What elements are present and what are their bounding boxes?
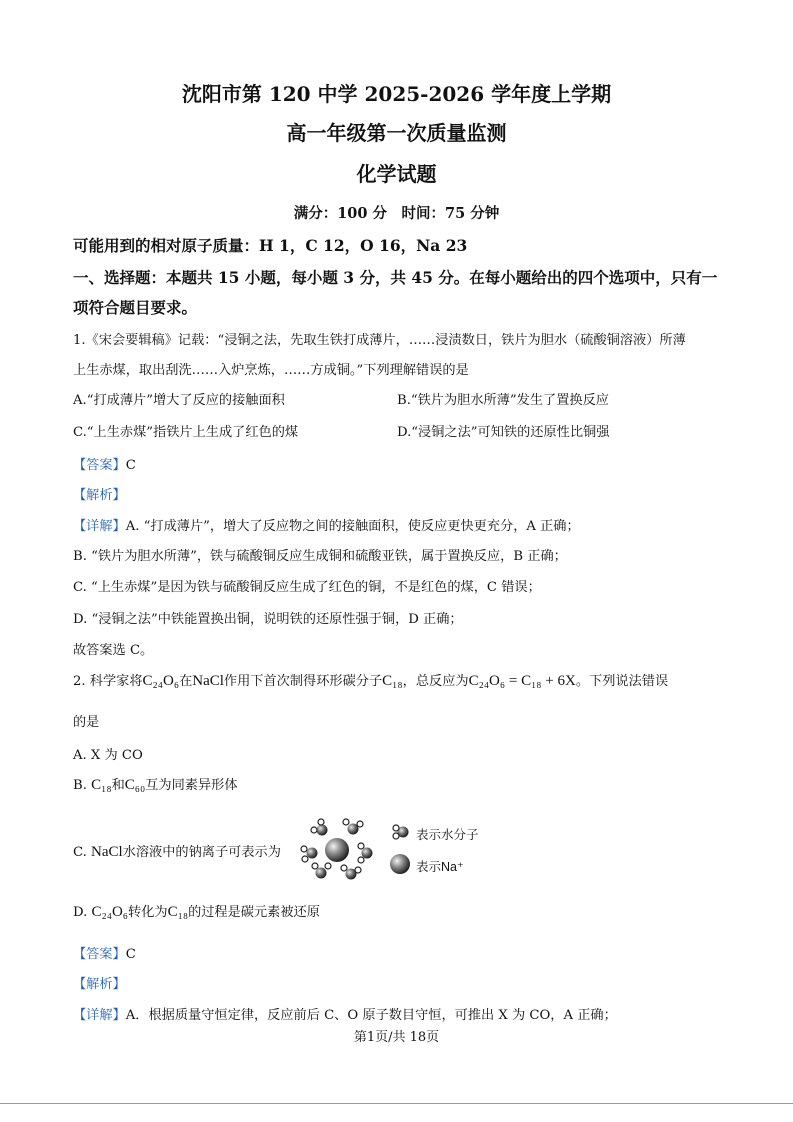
q1-option-a: A.“打成薄片”增大了反应的接触面积 (73, 393, 285, 408)
formula-c18-d: C₁₈ (167, 904, 189, 920)
q2-option-d-suffix: 的过程是碳元素被还原 (188, 905, 320, 920)
q2-stem-mid1: 在 (179, 674, 193, 689)
q2-option-b (73, 774, 238, 794)
detail-a-text: A. “打成薄片”，增大了反应物之间的接触面积，使反应更快更充分，A 正确； (125, 519, 580, 534)
q2-option-d (73, 901, 320, 921)
title-line2: 高一年级第一次质量监测 (286, 121, 507, 145)
q1-detail-a (73, 515, 580, 534)
q2-option-c-prefix: C. (73, 845, 87, 860)
q2-stem-suffix: 。下列说法错误 (575, 674, 669, 689)
q2-detail-a (73, 1004, 617, 1023)
detail-a-text-2: A．根据质量守恒定律，反应前后 C、O 原子数目守恒，可推出 X 为 CO，A 正确； (125, 1008, 617, 1023)
q2-option-b-mid: 和 (111, 778, 125, 793)
title-line3: 化学试题 (356, 162, 437, 186)
q1-detail-c: C. “上生赤煤”是因为铁与硫酸铜反应生成了红色的铜，不是红色的煤，C 错误； (73, 580, 541, 595)
q1-detail-b: B. “铁片为胆水所薄”，铁与硫酸铜反应生成铜和硫酸亚铁，属于置换反应，B 正确； (73, 549, 567, 564)
q1-detail-d: D. “浸铜之法”中铁能置换出铜，说明铁的还原性强于铜，D 正确； (73, 612, 463, 627)
score-time: 满分：100 分 时间：75 分钟 (293, 205, 500, 222)
q1-stem-line1: 1.《宋会要辑稿》记载：“浸铜之法，先取生铁打成薄片，……浸渍数日，铁片为胆水（硫酸铜溶液）所薄 (73, 333, 686, 348)
q2-option-c-suffix: 水溶液中的钠离子可表示为 (122, 845, 281, 860)
q1-conclusion: 故答案选 C。 (73, 643, 154, 658)
q2-stem-line1 (73, 670, 668, 690)
water-legend-icon (393, 825, 409, 839)
q2-option-d-mid: 转化为 (128, 905, 168, 920)
formula-nacl: NaCl (192, 673, 224, 689)
q2-stem-line2: 的是 (73, 715, 100, 730)
q2-option-a: A. X 为 CO (73, 748, 143, 763)
formula-c24o6: C₂₄O₆ (142, 673, 180, 689)
q2-analysis-tag: 【解析】 (73, 977, 126, 992)
legend-na-label: 表示Na⁺ (416, 860, 464, 874)
formula-c60: C₆₀ (124, 777, 146, 793)
answer-tag-2: 【答案】 (73, 947, 126, 962)
q2-option-b-suffix: 互为同素异形体 (145, 778, 238, 793)
page-footer: 第1页/共 18页 (353, 1030, 440, 1045)
na-legend-icon (390, 854, 410, 874)
answer-value-2: C (125, 947, 136, 962)
formula-nacl-c: NaCl (91, 844, 123, 860)
formula-c18: C₁₈ (382, 673, 403, 689)
q2-answer (73, 943, 136, 962)
q2-stem-prefix: 2. 科学家将 (73, 674, 143, 689)
q2-stem-mid2: 作用下首次制得环形碳分子 (223, 674, 383, 689)
section-heading-line2: 项符合题目要求。 (73, 298, 198, 317)
q2-option-d-prefix: D. (73, 905, 88, 920)
formula-equation: C₂₄O₆ = C₁₈ + 6X (468, 673, 576, 689)
na-ion (325, 838, 349, 862)
q1-answer (73, 454, 136, 473)
title-line1: 沈阳市第 120 中学 2025-2026 学年度上学期 (181, 82, 612, 106)
q1-stem-line2: 上生赤煤，取出刮洗……入炉烹炼，……方成铜。”下列理解错误的是 (73, 363, 469, 378)
section-heading-line1: 一、选择题：本题共 15 小题，每小题 3 分，共 45 分。在每小题给出的四个选项中，只有一 (73, 268, 718, 287)
bottom-divider (0, 1103, 793, 1104)
atomic-masses: 可能用到的相对原子质量：H 1，C 12，O 16，Na 23 (73, 236, 468, 255)
answer-value: C (125, 458, 136, 473)
q2-option-b-prefix: B. (73, 778, 87, 793)
q1-option-c: C.“上生赤煤”指铁片上生成了红色的煤 (73, 425, 299, 440)
q2-stem-mid3: ，总反应为 (402, 674, 469, 689)
q1-option-d: D.“浸铜之法”可知铁的还原性比铜强 (397, 425, 610, 440)
q1-option-b: B.“铁片为胆水所薄”发生了置换反应 (397, 393, 609, 408)
q2-option-c (73, 841, 281, 861)
q1-analysis-tag: 【解析】 (73, 488, 126, 503)
formula-c18-b: C₁₈ (91, 777, 112, 793)
answer-tag: 【答案】 (73, 458, 126, 473)
formula-c24o6-d: C₂₄O₆ (91, 904, 129, 920)
legend-water-label: 表示水分子 (416, 828, 479, 842)
detail-tag-2: 【详解】 (73, 1008, 126, 1023)
detail-tag: 【详解】 (73, 519, 126, 534)
